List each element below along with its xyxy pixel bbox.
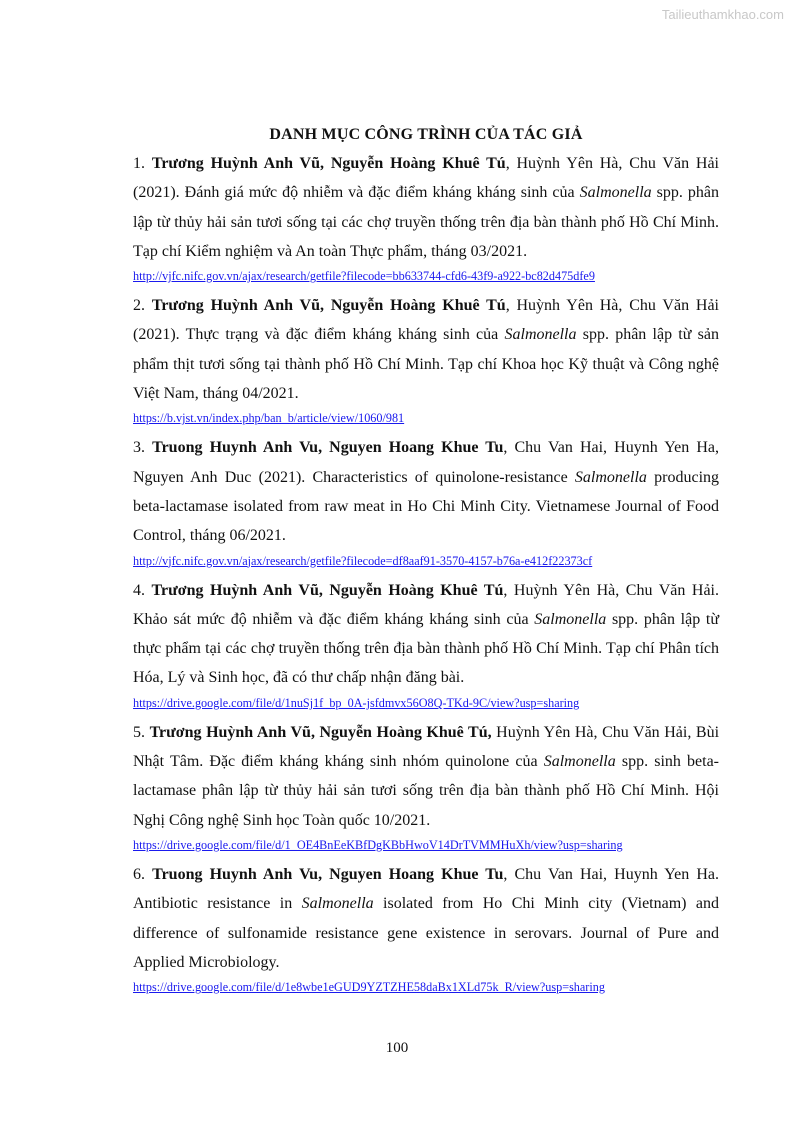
entry-text-a: , Chu Van Hai, Huynh Yen Ha. Antibiotic resistance in bbox=[133, 865, 719, 913]
citation-text bbox=[133, 433, 719, 550]
entry-text-a: , Chu Van Hai, Huynh Yen Ha, Nguyen Anh Duc (2021). Characteristics of quinolone-resistance bbox=[133, 439, 719, 486]
entry-link[interactable]: https://drive.google.com/file/d/1e8wbe1eGUD9YZTZHE58daBx1XLd75k_R/view?usp=sharing bbox=[133, 980, 605, 995]
publication-entry-6 bbox=[133, 860, 719, 997]
citation-text bbox=[133, 860, 719, 977]
entry-text-b: spp. phân lập từ thực phẩm tại các chợ truyền thống trên địa bàn thành phố Hồ Chí Minh. Tạp chí Phân tích Hóa, Lý và Sinh học, đã có thư chấp nhận đăng bài. bbox=[133, 610, 720, 687]
entry-link[interactable]: http://vjfc.nifc.gov.vn/ajax/research/getfile?filecode=df8aaf91-3570-4157-b76a-e412f22373cf bbox=[133, 553, 593, 568]
entry-authors: Trương Huỳnh Anh Vũ, Nguyễn Hoàng Khuê Tú bbox=[151, 581, 504, 599]
entry-number: 6. bbox=[133, 865, 153, 883]
publication-entry-1 bbox=[133, 149, 719, 286]
entry-number: 3. bbox=[133, 439, 153, 457]
entry-italic-term: Salmonella bbox=[534, 610, 607, 628]
citation-text bbox=[133, 291, 719, 408]
entry-authors: Trương Huỳnh Anh Vũ, Nguyễn Hoàng Khuê Tú, bbox=[149, 723, 492, 741]
page-title: DANH MỤC CÔNG TRÌNH CỦA TÁC GIẢ bbox=[269, 126, 583, 143]
publication-entry-4 bbox=[133, 576, 719, 713]
watermark: Tailieuthamkhao.com bbox=[661, 7, 784, 22]
page-number: 100 bbox=[385, 1040, 409, 1056]
citation-text bbox=[133, 149, 719, 266]
entry-italic-term: Salmonella bbox=[301, 895, 374, 913]
entry-text-b: producing beta-lactamase isolated from raw meat in Ho Chi Minh City. Vietnamese Journal of Food Control, tháng 06/2021. bbox=[133, 468, 720, 545]
publication-entry-5 bbox=[133, 718, 719, 855]
entry-number: 4. bbox=[133, 581, 152, 599]
entry-italic-term: Salmonella bbox=[579, 184, 652, 202]
publication-entry-2 bbox=[133, 291, 719, 428]
entry-text-a: , Huỳnh Yên Hà, Chu Văn Hải (2021). Đánh giá mức độ nhiễm và đặc điểm kháng kháng sinh của bbox=[133, 155, 720, 202]
entry-text-b: isolated from Ho Chi Minh city (Vietnam) and difference of sulfonamide resistance gene existence in serovars. Journal of Pure and Applied Microbiology. bbox=[133, 895, 720, 971]
entry-authors: Trương Huỳnh Anh Vũ, Nguyễn Hoàng Khuê Tú bbox=[151, 155, 506, 172]
entry-link[interactable]: https://drive.google.com/file/d/1_OE4BnEeKBfDgKBbHwoV14DrTVMMHuXh/view?usp=sharing bbox=[133, 837, 623, 852]
entry-authors: Truong Huynh Anh Vu, Nguyen Hoang Khue Tu bbox=[152, 439, 504, 457]
entry-link[interactable]: http://vjfc.nifc.gov.vn/ajax/research/getfile?filecode=bb633744-cfd6-43f9-a922-bc82d475dfe9 bbox=[133, 269, 595, 284]
entry-italic-term: Salmonella bbox=[574, 468, 647, 486]
entry-text-a: , Huỳnh Yên Hà, Chu Văn Hải. Khảo sát mức độ nhiễm và đặc điểm kháng kháng sinh của bbox=[133, 581, 719, 628]
entry-text-b: spp. phân lập từ sản phẩm thịt tươi sống tại thành phố Hồ Chí Minh. Tạp chí Khoa học Kỹ thuật và Công nghệ Việt Nam, tháng 04/2021. bbox=[133, 326, 719, 403]
document-page bbox=[133, 124, 719, 1002]
entry-text-a: , Huỳnh Yên Hà, Chu Văn Hải (2021). Thực trạng và đặc điểm kháng kháng sinh của bbox=[133, 297, 720, 344]
entry-text-b: spp. phân lập từ thủy hải sản tươi sống tại các chợ truyền thống trên địa bàn thành phố Hồ Chí Minh. Tạp chí Kiểm nghiệm và An toàn Thực phẩm, tháng 03/2021. bbox=[133, 184, 719, 260]
entry-authors: Truong Huynh Anh Vu, Nguyen Hoang Khue Tu bbox=[152, 865, 504, 883]
entry-link[interactable]: https://b.vjst.vn/index.php/ban_b/article/view/1060/981 bbox=[133, 411, 405, 426]
entry-number: 1. bbox=[133, 155, 152, 172]
entry-italic-term: Salmonella bbox=[543, 753, 616, 771]
entry-number: 5. bbox=[133, 723, 150, 741]
entry-text-a: Huỳnh Yên Hà, Chu Văn Hải, Bùi Nhật Tâm. Đặc điểm kháng kháng sinh nhóm quinolone của bbox=[133, 723, 720, 771]
entry-text-b: spp. sinh beta-lactamase phân lập từ thủy hải sản tươi sống trên địa bàn thành phố Hồ Chí Minh. Hội Nghị Công nghệ Sinh học Toàn quốc 10/2021. bbox=[133, 753, 720, 829]
entry-authors: Trương Huỳnh Anh Vũ, Nguyễn Hoàng Khuê Tú bbox=[151, 297, 506, 315]
citation-text bbox=[133, 718, 719, 835]
citation-text bbox=[133, 576, 719, 693]
entry-number: 2. bbox=[133, 297, 152, 315]
entry-italic-term: Salmonella bbox=[504, 326, 577, 344]
entry-link[interactable]: https://drive.google.com/file/d/1nuSj1f_bp_0A-jsfdmvx56O8Q-TKd-9C/view?usp=sharing bbox=[133, 695, 580, 710]
publication-entry-3 bbox=[133, 433, 719, 570]
